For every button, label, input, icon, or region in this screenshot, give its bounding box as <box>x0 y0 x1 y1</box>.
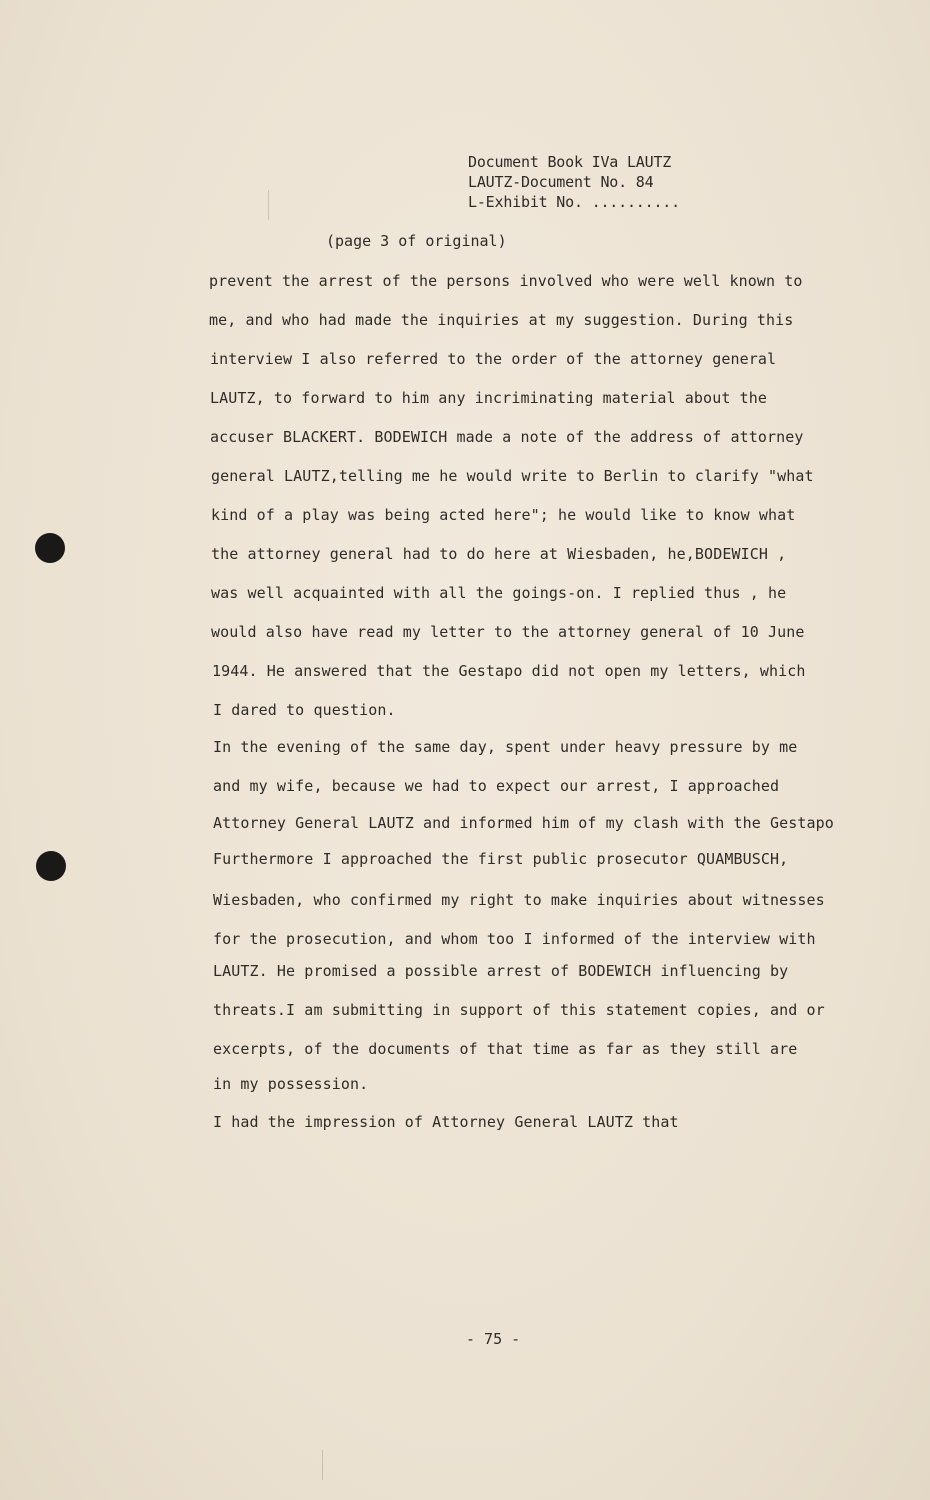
text-line: Wiesbaden, who confirmed my right to make inquiries about witnesses <box>213 891 825 909</box>
text-line: LAUTZ. He promised a possible arrest of BODEWICH influencing by <box>213 962 789 980</box>
header-exhibit-number: L-Exhibit No. .......... <box>468 193 680 211</box>
document-header <box>468 152 680 212</box>
header-document-book: Document Book IVa LAUTZ <box>468 153 672 171</box>
text-line: and my wife, because we had to expect our arrest, I approached <box>213 777 780 795</box>
text-line: the attorney general had to do here at Wiesbaden, he,BODEWICH , <box>211 545 787 563</box>
page-number: - 75 - <box>466 1330 521 1348</box>
paper-mark <box>268 190 269 220</box>
text-line: excerpts, of the documents of that time as far as they still are <box>213 1040 798 1058</box>
text-line: in my possession. <box>213 1075 369 1093</box>
text-line: was well acquainted with all the goings-on. I replied thus , he <box>211 584 787 602</box>
text-line: would also have read my letter to the attorney general of 10 June <box>211 623 805 641</box>
punch-hole-upper <box>35 533 65 563</box>
text-line: general LAUTZ,telling me he would write to Berlin to clarify "what <box>211 467 814 485</box>
text-line: Attorney General LAUTZ and informed him of my clash with the Gestapo <box>213 814 834 832</box>
text-line: 1944. He answered that the Gestapo did not open my letters, which <box>212 662 806 680</box>
original-page-reference: (page 3 of original) <box>326 232 507 250</box>
text-line: accuser BLACKERT. BODEWICH made a note of the address of attorney <box>210 428 804 446</box>
text-line: me, and who had made the inquiries at my suggestion. During this <box>209 311 794 329</box>
punch-hole-lower <box>36 851 66 881</box>
text-line: I had the impression of Attorney General LAUTZ that <box>213 1113 679 1131</box>
text-line: LAUTZ, to forward to him any incriminating material about the <box>210 389 767 407</box>
text-line: Furthermore I approached the first public prosecutor QUAMBUSCH, <box>213 850 789 868</box>
text-line: In the evening of the same day, spent under heavy pressure by me <box>213 738 798 756</box>
text-line: for the prosecution, and whom too I informed of the interview with <box>213 930 816 948</box>
header-document-number: LAUTZ-Document No. 84 <box>468 173 654 191</box>
text-line: kind of a play was being acted here"; he would like to know what <box>211 506 796 524</box>
text-line: I dared to question. <box>213 701 396 719</box>
text-line: threats.I am submitting in support of this statement copies, and or <box>213 1001 825 1019</box>
text-line: prevent the arrest of the persons involved who were well known to <box>209 272 803 290</box>
paper-mark <box>322 1450 323 1480</box>
text-line: interview I also referred to the order of the attorney general <box>210 350 777 368</box>
